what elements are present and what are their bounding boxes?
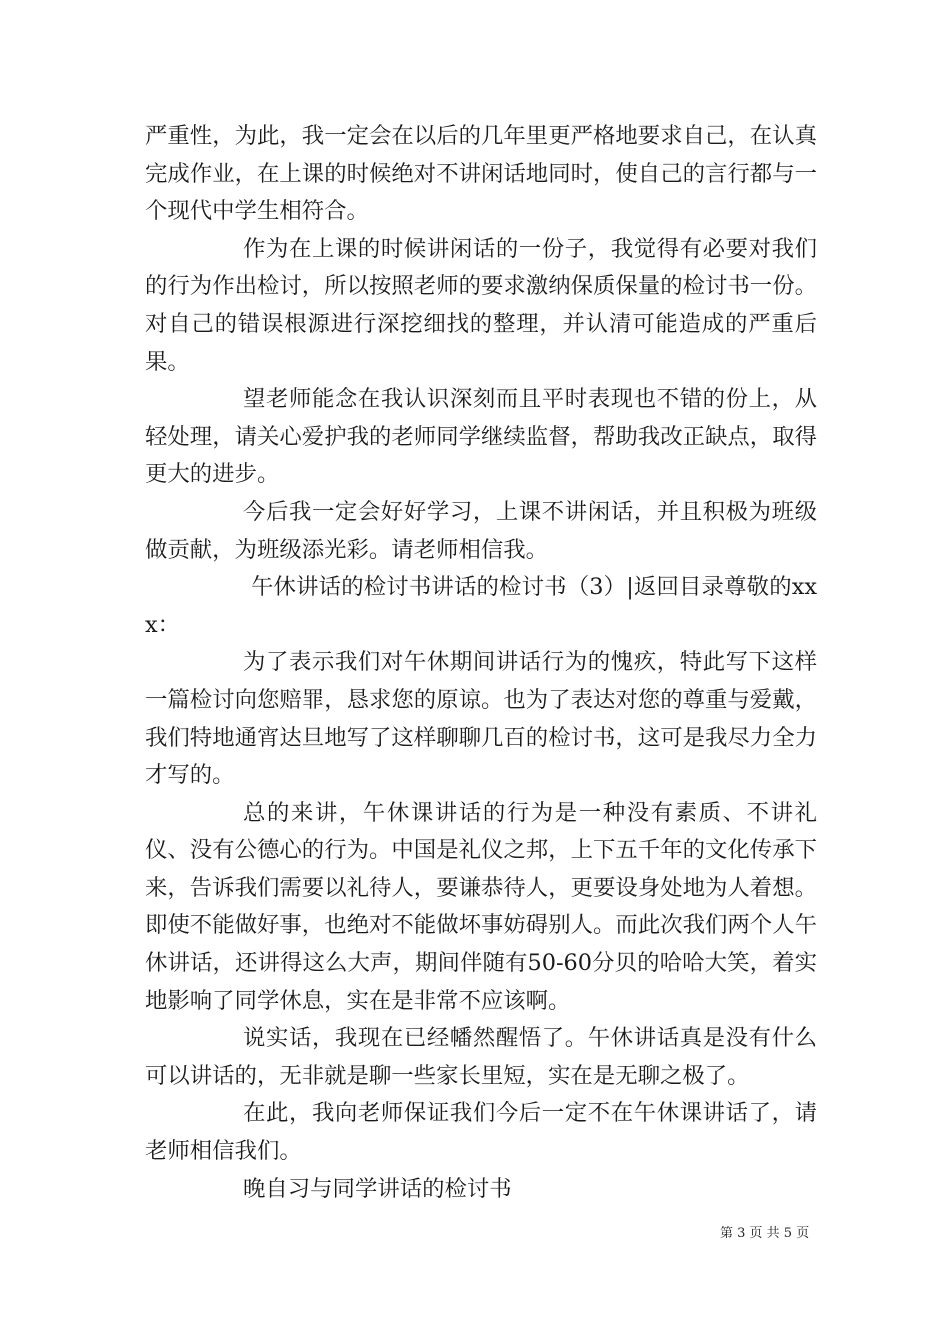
paragraph-realization: 说实话，我现在已经幡然醒悟了。午休讲话真是没有什么可以讲话的，无非就是聊一些家长里短，实在是无聊之极了。 [145, 1025, 817, 1089]
paragraph-behavior-analysis: 总的来讲，午休课讲话的行为是一种没有素质、不讲礼仪、没有公德心的行为。中国是礼仪之邦，上下五千年的文化传承下来，告诉我们需要以礼待人，要谦恭待人，更要设身处地为人着想。即使不能做好事，也绝对不能做坏事妨碍别人。而此次我们两个人午休讲话，还讲得这么大声，期间伴随有50-60分贝的哈哈大笑，着实地影响了同学休息，实在是非常不应该啊。 [145, 799, 817, 1014]
page-number-footer: 第 3 页 共 5 页 [720, 1226, 810, 1241]
section-heading-nap-talk: 午休讲话的检讨书讲话的检讨书（3）|返回目录尊敬的xxx： [145, 574, 817, 638]
document-body [145, 118, 817, 1208]
paragraph-request-leniency: 望老师能念在我认识深刻而且平时表现也不错的份上，从轻处理，请关心爱护我的老师同学继续监督，帮助我改正缺点，取得更大的进步。 [145, 386, 817, 488]
paragraph-reflection: 作为在上课的时候讲闲话的一份子，我觉得有必要对我们的行为作出检讨，所以按照老师的要求激纳保质保量的检讨书一份。对自己的错误根源进行深挖细找的整理，并认清可能造成的严重后果。 [145, 235, 817, 375]
section-heading-evening-study: 晚自习与同学讲话的检讨书 [243, 1175, 512, 1202]
paragraph-apology: 为了表示我们对午休期间讲话行为的愧疚，特此写下这样一篇检讨向您赔罪，恳求您的原谅。也为了表达对您的尊重与爱戴，我们特地通宵达旦地写了这样聊聊几百的检讨书，这可是我尽力全力才写的。 [145, 649, 817, 789]
paragraph-promise: 今后我一定会好好学习，上课不讲闲话，并且积极为班级做贡献，为班级添光彩。请老师相信我。 [145, 498, 817, 563]
paragraph-continuation: 严重性，为此，我一定会在以后的几年里更严格地要求自己，在认真完成作业，在上课的时候绝对不讲闲话地同时，使自己的言行都与一个现代中学生相符合。 [145, 123, 817, 225]
paragraph-guarantee: 在此，我向老师保证我们今后一定不在午休课讲话了，请老师相信我们。 [145, 1100, 817, 1165]
